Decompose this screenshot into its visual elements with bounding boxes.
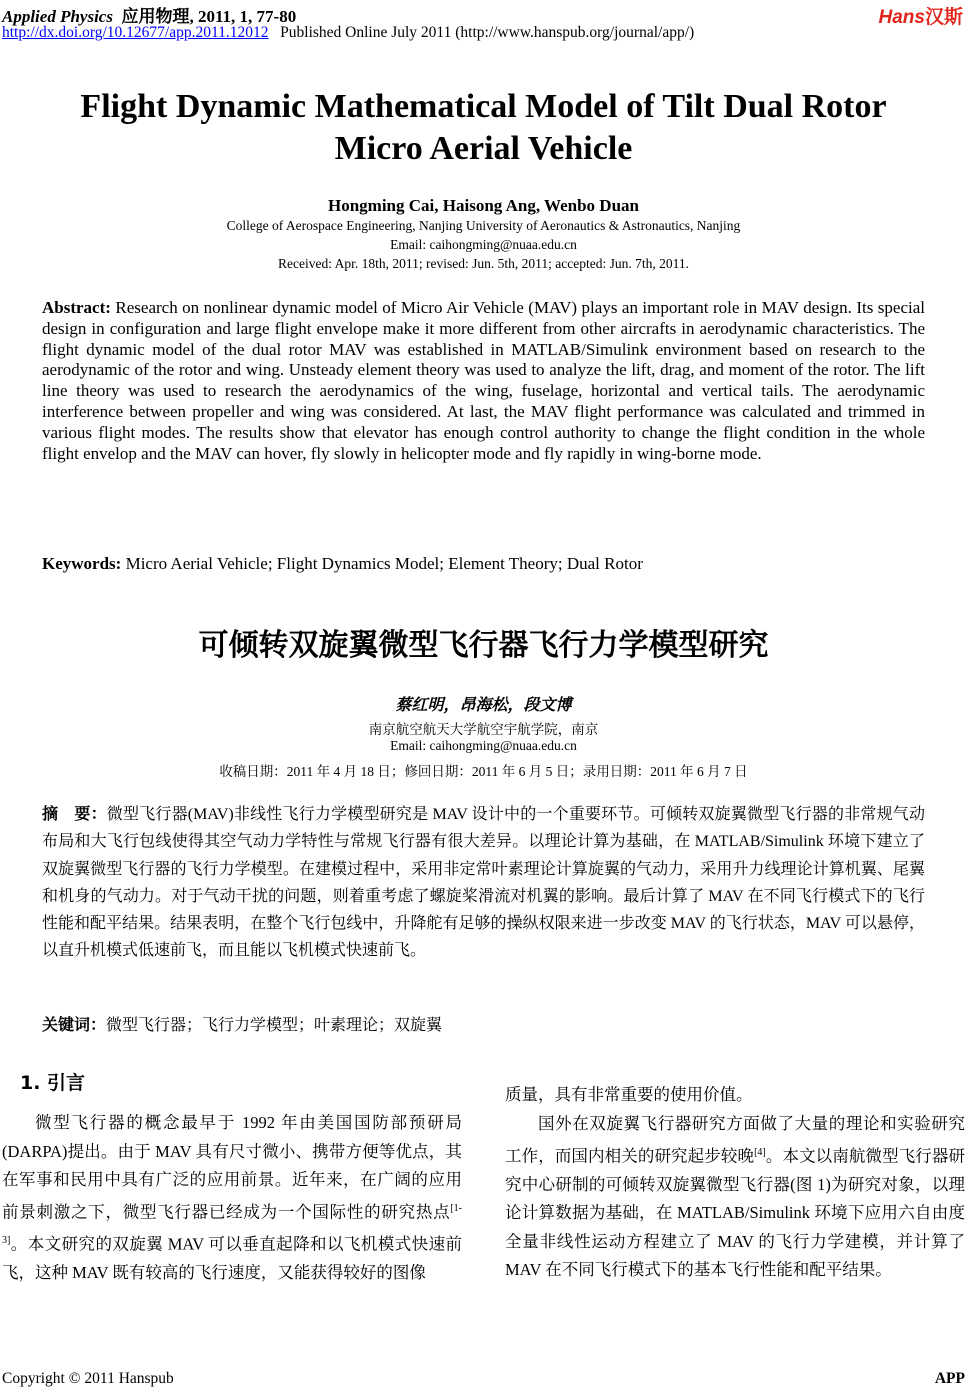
left-column-text <box>2 1109 462 1288</box>
left-text-a: 微型飞行器的概念最早于 1992 年由美国国防部预研局(DARPA)提出。由于 MAV 具有尺寸微小、携带方便等优点，其在军事和民用中具有广泛的应用前景。近年来，在广阔的应用前景刺激之下，微型飞行器已经成为一个国际性的研究热点 <box>2 1113 462 1222</box>
cn-abstract-text: 微型飞行器(MAV)非线性飞行力学模型研究是 MAV 设计中的一个重要环节。可倾转双旋翼微型飞行器的非常规气动布局和大飞行包线使得其空气动力学特性与常规飞行器有很大差异。以理论计算为基础，在 MATLAB/Simulink 环境下建立了双旋翼微型飞行器的飞行力学模型。在建模过程中，采用非定常叶素理论计算旋翼的气动力，采用升力线理论计算机翼、尾翼和机身的气动力。对于气动干扰的问题，则着重考虑了螺旋桨滑流对机翼的影响。最后计算了 MAV 在不同飞行模式下的飞行性能和配平结果。结果表明，在整个飞行包线中，升降舵有足够的操纵权限来进一步改变 MAV 的飞行状态，MAV 可以悬停，以直升机模式低速前飞，而且能以飞机模式快速前飞。 <box>42 806 925 960</box>
email: Email: caihongming@nuaa.edu.cn <box>390 237 577 252</box>
affiliation: College of Aerospace Engineering, Nanjing University of Aeronautics & Astronautics, Nanjing <box>226 218 741 233</box>
cn-received: 收稿日期：2011 年 4 月 18 日；修回日期：2011 年 6 月 5 日；录用日期：2011 年 6 月 7 日 <box>219 764 748 779</box>
section-heading: 1. 引言 <box>20 1072 86 1094</box>
keywords-label: Keywords: <box>42 554 122 573</box>
citation-ref[interactable]: [4] <box>754 1146 766 1158</box>
journal-name-cn: 应用物理 <box>121 7 190 26</box>
keywords-text: Micro Aerial Vehicle; Flight Dynamics Model; Element Theory; Dual Rotor <box>125 554 643 573</box>
received-dates: Received: Apr. 18th, 2011; revised: Jun. 5th, 2011; accepted: Jun. 7th, 2011. <box>278 256 689 271</box>
keywords <box>42 554 925 575</box>
cn-title: 可倾转双旋翼微型飞行器飞行力学模型研究 <box>198 628 769 663</box>
cn-keywords <box>42 1011 925 1039</box>
cn-affiliation: 南京航空航天大学航空宇航学院，南京 <box>368 722 599 737</box>
publisher-logo <box>879 2 963 29</box>
journal-abbr: APP <box>934 1370 965 1387</box>
doi-link[interactable]: http://dx.doi.org/10.12677/app.2011.12012 <box>2 24 269 41</box>
logo-cn: 汉斯 <box>924 7 963 28</box>
logo-en: Hans <box>878 7 925 28</box>
right-text-b: 。本文以南航微型飞行器研究中心研制的可倾转双旋翼微型飞行器(图 1)为研究对象，以理论计算数据为基础，在 MATLAB/Simulink 环境下应用六自由度全量非线性运动方程建立了 MAV 的飞行力学建模，并计算了 MAV 在不同飞行模式下的基本飞行性能和配平结果。 <box>505 1146 966 1280</box>
cn-keywords-text: 微型飞行器；飞行力学模型；叶素理论；双旋翼 <box>106 1017 443 1034</box>
right-column-text <box>505 1110 965 1285</box>
abstract <box>42 298 925 464</box>
cn-abstract <box>42 800 925 965</box>
abstract-text: Research on nonlinear dynamic model of Micro Air Vehicle (MAV) plays an important role in MAV design. Its special design in configuration and large flight envelope make it more different from other aircrafts in aerodynamic characteristics. The flight dynamic model of the dual rotor MAV was established in MATLAB/Simulink environment based on research to the aerodynamic of the rotor and wing. Unsteady element theory was used to analyze the lift, drag, and moment of the rotor. The lift line theory was used to research the aerodynamics of the wing, fuselage, horizontal and vertical tails. The aerodynamic interference between propeller and wing was considered. At last, the MAV flight performance was calculated and trimmed in various flight modes. The results show that elevator has enough control authority to change the flight condition in the whole flight envelop and the MAV can hover, fly slowly in helicopter mode and fly rapidly in wing-borne mode. <box>42 298 926 463</box>
abstract-label: Abstract: <box>42 298 111 317</box>
citation: , 2011, 1, 77-80 <box>189 7 297 26</box>
right-column-cont: 质量，具有非常重要的使用价值。 <box>505 1085 753 1104</box>
cn-email: Email: caihongming@nuaa.edu.cn <box>390 738 577 753</box>
citation-ref[interactable]: [1-3] <box>2 1202 462 1246</box>
journal-name: Applied Physics <box>2 7 113 26</box>
published-info: Published Online July 2011 (http://www.hanspub.org/journal/app/) <box>280 24 695 41</box>
cn-keywords-label: 关键词： <box>42 1015 107 1034</box>
cn-authors: 蔡红明，昂海松，段文博 <box>395 697 572 714</box>
paper-title: Flight Dynamic Mathematical Model of Tilt Dual Rotor Micro Aerial Vehicle <box>80 88 887 167</box>
right-text-a: 国外在双旋翼飞行器研究方面做了大量的理论和实验研究工作，而国内相关的研究起步较晚 <box>505 1114 965 1166</box>
copyright: Copyright © 2011 Hanspub <box>2 1370 174 1387</box>
cn-abstract-label: 摘 要： <box>42 804 107 823</box>
authors: Hongming Cai, Haisong Ang, Wenbo Duan <box>328 196 639 215</box>
left-text-b: 。本文研究的双旋翼 MAV 可以垂直起降和以飞机模式快速前飞，这种 MAV 既有较高的飞行速度，又能获得较好的图像 <box>2 1234 462 1282</box>
doi-line <box>2 24 694 42</box>
